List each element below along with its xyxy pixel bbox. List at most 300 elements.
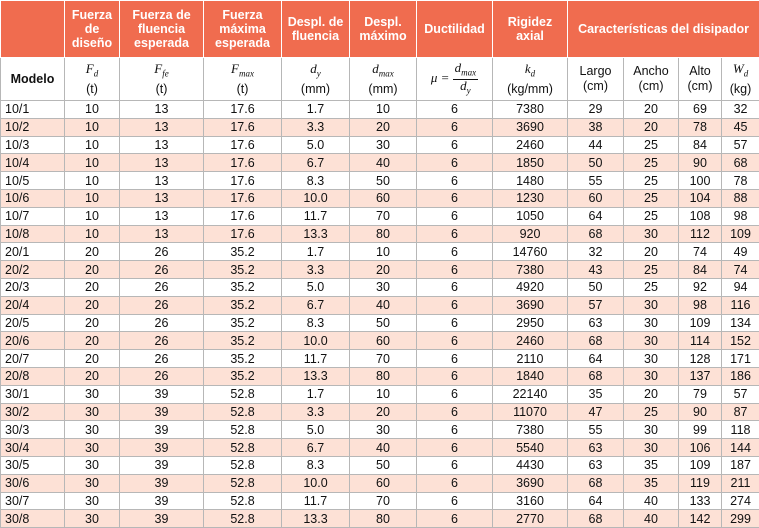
cell-model: 30/5 bbox=[1, 456, 65, 474]
cell-dmax: 20 bbox=[350, 403, 417, 421]
cell-largo: 38 bbox=[568, 118, 624, 136]
cell-largo: 68 bbox=[568, 510, 624, 528]
cell-kd: 3160 bbox=[493, 492, 568, 510]
cell-alto: 142 bbox=[679, 510, 722, 528]
cell-fmax: 35.2 bbox=[204, 243, 282, 261]
cell-ancho: 25 bbox=[624, 403, 679, 421]
cell-wd: 187 bbox=[722, 456, 759, 474]
cell-wd: 45 bbox=[722, 118, 759, 136]
cell-fmax: 17.6 bbox=[204, 172, 282, 190]
cell-ancho: 30 bbox=[624, 296, 679, 314]
cell-fd: 20 bbox=[65, 367, 120, 385]
cell-largo: 32 bbox=[568, 243, 624, 261]
table-row bbox=[1, 403, 759, 421]
cell-largo: 50 bbox=[568, 154, 624, 172]
table-row bbox=[1, 243, 759, 261]
cell-largo: 60 bbox=[568, 189, 624, 207]
cell-model: 30/4 bbox=[1, 439, 65, 457]
table-row bbox=[1, 296, 759, 314]
cell-alto: 133 bbox=[679, 492, 722, 510]
table-row bbox=[1, 510, 759, 528]
cell-kd: 3690 bbox=[493, 296, 568, 314]
cell-fd: 10 bbox=[65, 189, 120, 207]
cell-wd: 32 bbox=[722, 101, 759, 119]
cell-dmax: 30 bbox=[350, 421, 417, 439]
cell-kd: 2460 bbox=[493, 332, 568, 350]
cell-kd: 11070 bbox=[493, 403, 568, 421]
cell-model: 10/8 bbox=[1, 225, 65, 243]
cell-dy: 13.3 bbox=[282, 510, 350, 528]
cell-dy: 3.3 bbox=[282, 403, 350, 421]
cell-dmax: 20 bbox=[350, 261, 417, 279]
cell-dy: 6.7 bbox=[282, 296, 350, 314]
dy-symbol: $d_y$ bbox=[310, 61, 321, 76]
cell-fd: 30 bbox=[65, 403, 120, 421]
cell-dy: 10.0 bbox=[282, 332, 350, 350]
cell-fmax: 35.2 bbox=[204, 314, 282, 332]
cell-kd: 7380 bbox=[493, 261, 568, 279]
cell-kd: 7380 bbox=[493, 421, 568, 439]
cell-alto: 128 bbox=[679, 350, 722, 368]
cell-wd: 109 bbox=[722, 225, 759, 243]
cell-mu: 6 bbox=[417, 278, 493, 296]
table-row bbox=[1, 350, 759, 368]
cell-model: 30/8 bbox=[1, 510, 65, 528]
cell-fd: 30 bbox=[65, 474, 120, 492]
cell-ancho: 30 bbox=[624, 367, 679, 385]
header-row bbox=[1, 1, 759, 58]
table-row bbox=[1, 154, 759, 172]
cell-fmax: 52.8 bbox=[204, 510, 282, 528]
cell-fmax: 17.6 bbox=[204, 189, 282, 207]
cell-kd: 14760 bbox=[493, 243, 568, 261]
cell-model: 10/6 bbox=[1, 189, 65, 207]
cell-ffe: 26 bbox=[120, 332, 204, 350]
cell-alto: 74 bbox=[679, 243, 722, 261]
cell-model: 20/1 bbox=[1, 243, 65, 261]
cell-model: 20/2 bbox=[1, 261, 65, 279]
cell-mu: 6 bbox=[417, 101, 493, 119]
cell-alto: 78 bbox=[679, 118, 722, 136]
cell-mu: 6 bbox=[417, 118, 493, 136]
cell-dy: 5.0 bbox=[282, 136, 350, 154]
cell-ffe: 26 bbox=[120, 367, 204, 385]
cell-wd: 152 bbox=[722, 332, 759, 350]
cell-ancho: 30 bbox=[624, 439, 679, 457]
cell-kd: 3690 bbox=[493, 118, 568, 136]
cell-dy: 11.7 bbox=[282, 350, 350, 368]
cell-model: 30/6 bbox=[1, 474, 65, 492]
cell-model: 10/5 bbox=[1, 172, 65, 190]
table-row bbox=[1, 207, 759, 225]
cell-model: 10/3 bbox=[1, 136, 65, 154]
cell-fmax: 35.2 bbox=[204, 261, 282, 279]
cell-alto: 112 bbox=[679, 225, 722, 243]
cell-model: 30/1 bbox=[1, 385, 65, 403]
cell-ffe: 39 bbox=[120, 474, 204, 492]
cell-alto: 92 bbox=[679, 278, 722, 296]
cell-wd: 211 bbox=[722, 474, 759, 492]
subheader-wd bbox=[722, 58, 759, 101]
cell-largo: 64 bbox=[568, 492, 624, 510]
cell-mu: 6 bbox=[417, 456, 493, 474]
cell-largo: 44 bbox=[568, 136, 624, 154]
cell-ancho: 30 bbox=[624, 225, 679, 243]
dmax-unit: (mm) bbox=[368, 82, 397, 96]
cell-mu: 6 bbox=[417, 403, 493, 421]
cell-mu: 6 bbox=[417, 367, 493, 385]
cell-largo: 68 bbox=[568, 474, 624, 492]
cell-wd: 78 bbox=[722, 172, 759, 190]
cell-ffe: 13 bbox=[120, 189, 204, 207]
cell-mu: 6 bbox=[417, 439, 493, 457]
cell-fmax: 35.2 bbox=[204, 296, 282, 314]
cell-dy: 3.3 bbox=[282, 261, 350, 279]
subheader-fd bbox=[65, 58, 120, 101]
cell-ffe: 39 bbox=[120, 439, 204, 457]
cell-wd: 57 bbox=[722, 385, 759, 403]
subheader-dy bbox=[282, 58, 350, 101]
cell-ancho: 20 bbox=[624, 118, 679, 136]
cell-dy: 10.0 bbox=[282, 189, 350, 207]
cell-wd: 94 bbox=[722, 278, 759, 296]
table-row bbox=[1, 189, 759, 207]
cell-mu: 6 bbox=[417, 332, 493, 350]
fd-unit: (t) bbox=[86, 82, 98, 96]
cell-kd: 5540 bbox=[493, 439, 568, 457]
cell-dmax: 80 bbox=[350, 367, 417, 385]
fd-symbol: $F_d$ bbox=[86, 61, 98, 76]
table-row bbox=[1, 172, 759, 190]
cell-wd: 171 bbox=[722, 350, 759, 368]
subheader-largo bbox=[568, 58, 624, 101]
cell-ancho: 30 bbox=[624, 314, 679, 332]
cell-dmax: 60 bbox=[350, 332, 417, 350]
cell-kd: 2770 bbox=[493, 510, 568, 528]
cell-ancho: 25 bbox=[624, 261, 679, 279]
cell-kd: 2460 bbox=[493, 136, 568, 154]
cell-ffe: 39 bbox=[120, 456, 204, 474]
cell-alto: 69 bbox=[679, 101, 722, 119]
dmax-symbol: $d_{max}$ bbox=[372, 61, 394, 76]
cell-dmax: 40 bbox=[350, 439, 417, 457]
cell-dy: 8.3 bbox=[282, 456, 350, 474]
mu-formula: μ = $\frac{d_{max}}{d_y}$ bbox=[431, 70, 478, 85]
largo-label: Largo bbox=[580, 64, 612, 78]
cell-ancho: 35 bbox=[624, 474, 679, 492]
cell-ffe: 26 bbox=[120, 261, 204, 279]
cell-alto: 119 bbox=[679, 474, 722, 492]
cell-ancho: 25 bbox=[624, 154, 679, 172]
cell-wd: 134 bbox=[722, 314, 759, 332]
cell-dmax: 10 bbox=[350, 385, 417, 403]
cell-dmax: 70 bbox=[350, 492, 417, 510]
cell-fd: 20 bbox=[65, 332, 120, 350]
cell-kd: 2950 bbox=[493, 314, 568, 332]
cell-model: 10/1 bbox=[1, 101, 65, 119]
table-row bbox=[1, 101, 759, 119]
cell-ancho: 40 bbox=[624, 510, 679, 528]
cell-kd: 4920 bbox=[493, 278, 568, 296]
cell-fmax: 17.6 bbox=[204, 225, 282, 243]
cell-largo: 64 bbox=[568, 350, 624, 368]
cell-ancho: 20 bbox=[624, 385, 679, 403]
cell-mu: 6 bbox=[417, 189, 493, 207]
cell-kd: 1480 bbox=[493, 172, 568, 190]
cell-largo: 47 bbox=[568, 403, 624, 421]
cell-model: 20/6 bbox=[1, 332, 65, 350]
table-row bbox=[1, 278, 759, 296]
cell-fmax: 17.6 bbox=[204, 136, 282, 154]
table-row bbox=[1, 314, 759, 332]
cell-kd: 7380 bbox=[493, 101, 568, 119]
cell-dmax: 60 bbox=[350, 189, 417, 207]
cell-ancho: 20 bbox=[624, 101, 679, 119]
cell-dmax: 50 bbox=[350, 172, 417, 190]
cell-fmax: 17.6 bbox=[204, 207, 282, 225]
table-row bbox=[1, 136, 759, 154]
cell-ffe: 26 bbox=[120, 243, 204, 261]
cell-fd: 20 bbox=[65, 314, 120, 332]
ffe-unit: (t) bbox=[156, 82, 168, 96]
cell-dy: 6.7 bbox=[282, 154, 350, 172]
cell-kd: 1230 bbox=[493, 189, 568, 207]
cell-dy: 10.0 bbox=[282, 474, 350, 492]
cell-largo: 63 bbox=[568, 456, 624, 474]
cell-wd: 274 bbox=[722, 492, 759, 510]
header-despl-fluencia: Despl. de fluencia bbox=[282, 1, 350, 58]
cell-ancho: 25 bbox=[624, 136, 679, 154]
cell-alto: 109 bbox=[679, 314, 722, 332]
cell-mu: 6 bbox=[417, 421, 493, 439]
cell-model: 10/4 bbox=[1, 154, 65, 172]
cell-fmax: 35.2 bbox=[204, 367, 282, 385]
cell-model: 20/5 bbox=[1, 314, 65, 332]
cell-alto: 100 bbox=[679, 172, 722, 190]
table-row bbox=[1, 385, 759, 403]
cell-dy: 8.3 bbox=[282, 314, 350, 332]
cell-alto: 109 bbox=[679, 456, 722, 474]
cell-dy: 3.3 bbox=[282, 118, 350, 136]
cell-kd: 1850 bbox=[493, 154, 568, 172]
cell-dmax: 50 bbox=[350, 456, 417, 474]
header-fuerza-diseno: Fuerza de diseño bbox=[65, 1, 120, 58]
cell-fd: 30 bbox=[65, 421, 120, 439]
cell-dy: 13.3 bbox=[282, 367, 350, 385]
cell-mu: 6 bbox=[417, 350, 493, 368]
cell-wd: 88 bbox=[722, 189, 759, 207]
cell-fd: 10 bbox=[65, 101, 120, 119]
cell-dy: 8.3 bbox=[282, 172, 350, 190]
cell-ffe: 26 bbox=[120, 296, 204, 314]
cell-wd: 299 bbox=[722, 510, 759, 528]
table-row bbox=[1, 421, 759, 439]
subheader-dmax bbox=[350, 58, 417, 101]
cell-alto: 90 bbox=[679, 403, 722, 421]
cell-fmax: 52.8 bbox=[204, 385, 282, 403]
cell-mu: 6 bbox=[417, 492, 493, 510]
cell-alto: 98 bbox=[679, 296, 722, 314]
cell-model: 20/7 bbox=[1, 350, 65, 368]
cell-ancho: 30 bbox=[624, 332, 679, 350]
cell-largo: 55 bbox=[568, 421, 624, 439]
cell-model: 20/3 bbox=[1, 278, 65, 296]
subheader-alto bbox=[679, 58, 722, 101]
subheader-modelo: Modelo bbox=[1, 58, 65, 101]
subheader-kd bbox=[493, 58, 568, 101]
subheader-mu bbox=[417, 58, 493, 101]
cell-wd: 186 bbox=[722, 367, 759, 385]
cell-fd: 20 bbox=[65, 350, 120, 368]
cell-mu: 6 bbox=[417, 136, 493, 154]
cell-alto: 84 bbox=[679, 136, 722, 154]
cell-fmax: 17.6 bbox=[204, 154, 282, 172]
ancho-unit: (cm) bbox=[639, 79, 664, 93]
fmax-symbol: $F_{max}$ bbox=[231, 61, 254, 76]
cell-dmax: 30 bbox=[350, 136, 417, 154]
cell-fd: 10 bbox=[65, 207, 120, 225]
cell-mu: 6 bbox=[417, 314, 493, 332]
table-row bbox=[1, 492, 759, 510]
cell-ffe: 39 bbox=[120, 421, 204, 439]
header-fuerza-fluencia: Fuerza de fluencia esperada bbox=[120, 1, 204, 58]
cell-largo: 50 bbox=[568, 278, 624, 296]
header-fuerza-maxima: Fuerza máxima esperada bbox=[204, 1, 282, 58]
cell-ffe: 13 bbox=[120, 118, 204, 136]
cell-largo: 29 bbox=[568, 101, 624, 119]
cell-fd: 30 bbox=[65, 492, 120, 510]
cell-ffe: 26 bbox=[120, 314, 204, 332]
cell-alto: 106 bbox=[679, 439, 722, 457]
cell-fd: 10 bbox=[65, 154, 120, 172]
header-ductilidad: Ductilidad bbox=[417, 1, 493, 58]
cell-ffe: 13 bbox=[120, 207, 204, 225]
cell-ancho: 20 bbox=[624, 243, 679, 261]
wd-symbol: $W_d$ bbox=[733, 61, 748, 76]
table-row bbox=[1, 332, 759, 350]
cell-ffe: 39 bbox=[120, 492, 204, 510]
cell-dmax: 80 bbox=[350, 510, 417, 528]
cell-alto: 90 bbox=[679, 154, 722, 172]
cell-alto: 99 bbox=[679, 421, 722, 439]
cell-fmax: 52.8 bbox=[204, 421, 282, 439]
cell-mu: 6 bbox=[417, 474, 493, 492]
alto-label: Alto bbox=[689, 64, 711, 78]
cell-ffe: 26 bbox=[120, 350, 204, 368]
cell-fd: 20 bbox=[65, 278, 120, 296]
cell-fd: 10 bbox=[65, 118, 120, 136]
cell-largo: 68 bbox=[568, 332, 624, 350]
cell-fd: 30 bbox=[65, 439, 120, 457]
cell-ffe: 26 bbox=[120, 278, 204, 296]
cell-largo: 68 bbox=[568, 225, 624, 243]
cell-ffe: 39 bbox=[120, 510, 204, 528]
cell-ancho: 35 bbox=[624, 456, 679, 474]
cell-mu: 6 bbox=[417, 207, 493, 225]
cell-fd: 20 bbox=[65, 261, 120, 279]
cell-wd: 74 bbox=[722, 261, 759, 279]
cell-wd: 49 bbox=[722, 243, 759, 261]
kd-symbol: $k_d$ bbox=[525, 61, 535, 76]
cell-ffe: 13 bbox=[120, 101, 204, 119]
cell-dy: 13.3 bbox=[282, 225, 350, 243]
cell-fd: 30 bbox=[65, 385, 120, 403]
cell-largo: 64 bbox=[568, 207, 624, 225]
cell-dmax: 70 bbox=[350, 207, 417, 225]
cell-wd: 116 bbox=[722, 296, 759, 314]
header-despl-maximo: Despl. máximo bbox=[350, 1, 417, 58]
cell-fmax: 52.8 bbox=[204, 492, 282, 510]
table-row bbox=[1, 367, 759, 385]
ancho-label: Ancho bbox=[633, 64, 668, 78]
cell-largo: 57 bbox=[568, 296, 624, 314]
cell-ancho: 25 bbox=[624, 172, 679, 190]
cell-largo: 63 bbox=[568, 439, 624, 457]
cell-ancho: 25 bbox=[624, 189, 679, 207]
table-row bbox=[1, 456, 759, 474]
cell-fmax: 52.8 bbox=[204, 403, 282, 421]
cell-dmax: 40 bbox=[350, 296, 417, 314]
subheader-ffe bbox=[120, 58, 204, 101]
ffe-symbol: $F_{fe}$ bbox=[154, 61, 168, 76]
cell-ancho: 30 bbox=[624, 350, 679, 368]
cell-mu: 6 bbox=[417, 243, 493, 261]
cell-model: 20/8 bbox=[1, 367, 65, 385]
cell-kd: 4430 bbox=[493, 456, 568, 474]
fmax-unit: (t) bbox=[237, 82, 249, 96]
header-blank bbox=[1, 1, 65, 58]
cell-dmax: 60 bbox=[350, 474, 417, 492]
cell-model: 10/7 bbox=[1, 207, 65, 225]
cell-dy: 11.7 bbox=[282, 492, 350, 510]
cell-alto: 108 bbox=[679, 207, 722, 225]
cell-dmax: 30 bbox=[350, 278, 417, 296]
dy-unit: (mm) bbox=[301, 82, 330, 96]
cell-alto: 137 bbox=[679, 367, 722, 385]
cell-fd: 30 bbox=[65, 510, 120, 528]
cell-dy: 1.7 bbox=[282, 243, 350, 261]
table-body bbox=[1, 101, 759, 528]
cell-dmax: 40 bbox=[350, 154, 417, 172]
cell-ffe: 13 bbox=[120, 225, 204, 243]
cell-wd: 87 bbox=[722, 403, 759, 421]
cell-model: 20/4 bbox=[1, 296, 65, 314]
cell-fd: 10 bbox=[65, 225, 120, 243]
cell-dmax: 80 bbox=[350, 225, 417, 243]
cell-fd: 10 bbox=[65, 136, 120, 154]
cell-fmax: 52.8 bbox=[204, 439, 282, 457]
cell-model: 30/7 bbox=[1, 492, 65, 510]
cell-largo: 55 bbox=[568, 172, 624, 190]
cell-largo: 63 bbox=[568, 314, 624, 332]
cell-ffe: 13 bbox=[120, 136, 204, 154]
cell-fd: 10 bbox=[65, 172, 120, 190]
cell-ffe: 39 bbox=[120, 403, 204, 421]
cell-fmax: 17.6 bbox=[204, 101, 282, 119]
table-row bbox=[1, 118, 759, 136]
table-row bbox=[1, 225, 759, 243]
cell-fd: 20 bbox=[65, 296, 120, 314]
largo-unit: (cm) bbox=[583, 79, 608, 93]
cell-fmax: 52.8 bbox=[204, 474, 282, 492]
cell-dmax: 10 bbox=[350, 101, 417, 119]
cell-ffe: 13 bbox=[120, 154, 204, 172]
table-row bbox=[1, 439, 759, 457]
cell-dy: 6.7 bbox=[282, 439, 350, 457]
cell-ffe: 13 bbox=[120, 172, 204, 190]
subheader-row bbox=[1, 58, 759, 101]
cell-dy: 5.0 bbox=[282, 278, 350, 296]
